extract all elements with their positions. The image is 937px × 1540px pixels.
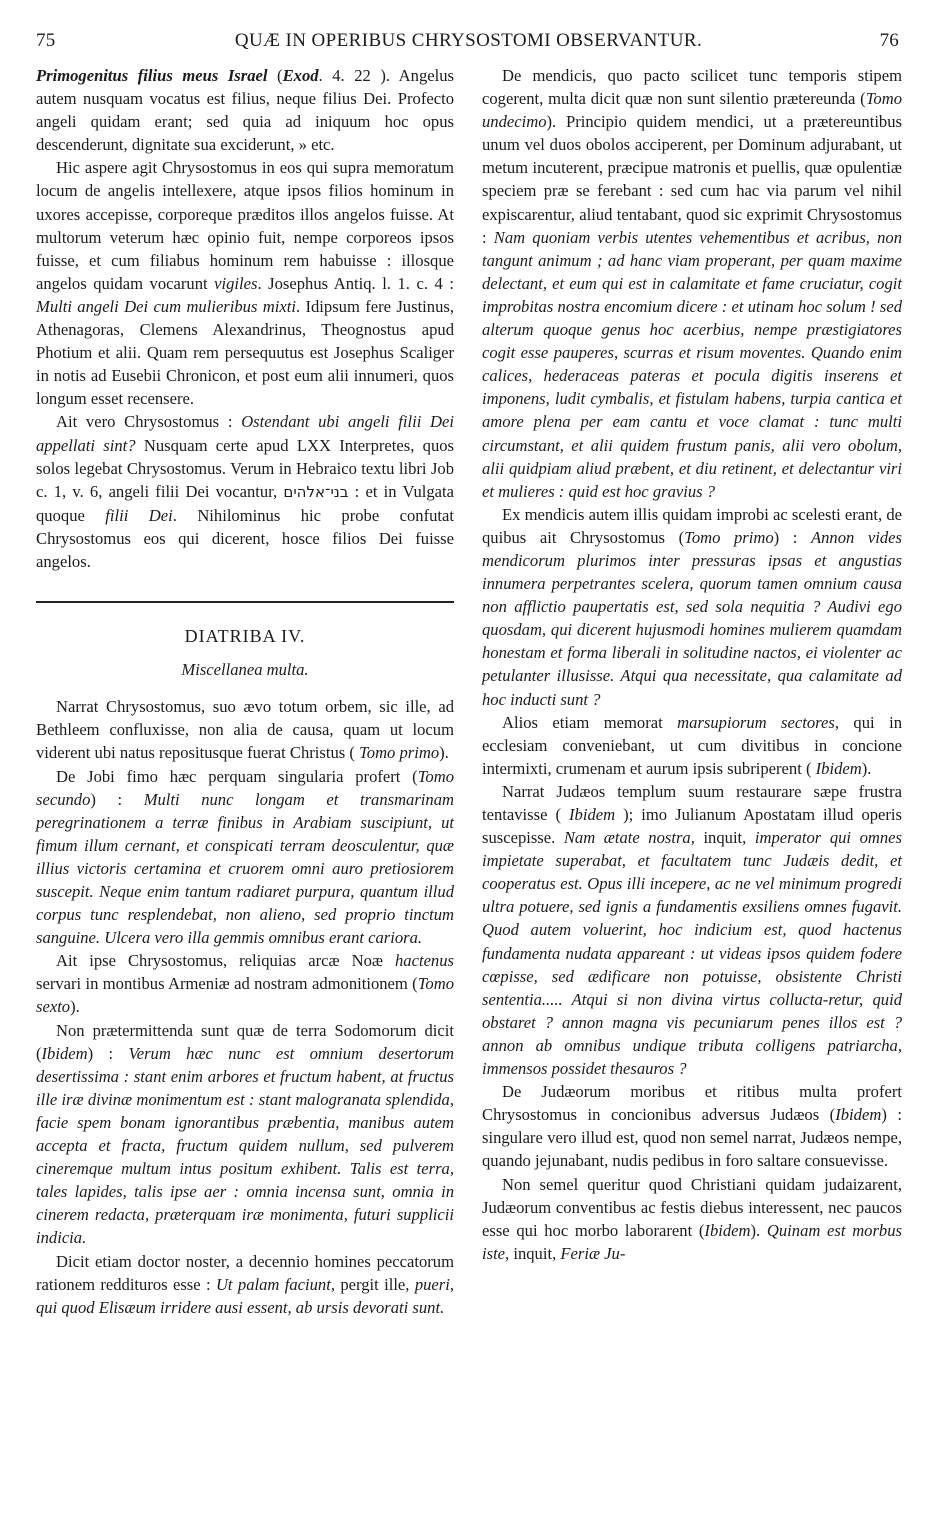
text-run: Ait ipse Chrysostomus, reliquias arcæ Noæ [56,951,395,971]
text-run: De Judæorum moribus et ritibus multa profert Chrysostomus in concionibus adversus Judæos ( [482,1082,902,1125]
paragraph [482,1080,902,1172]
text-run: Tomo primo [359,743,440,763]
text-run: Ibidem [815,758,862,778]
section-title: DIATRIBA IV. [184,626,306,647]
text-run: Nusquam certe apud LXX Interpretes, quos solos legebat Chrysostomus. Verum in Hebraico textu libri Job c. 1, v. 6, angeli filii Dei vocantur, [36,435,455,501]
paragraph [36,410,454,573]
text-run: ) : [773,527,811,547]
text-run: Tomo primo [684,527,774,547]
text-run: ). [70,997,80,1017]
text-run: ). Principio quidem mendici, ut a prætereuntibus unum vel duos obolos acciperent, per Dominum adjurabant, ut metum incuterent, præcipue matronis et puellis, quæ opulentiæ speciem præ se ferebant : sed cum hac via parum vel nihil expiscarentur, aliud tentabant, quod sic exprimit Chrysostomus : [482,112,902,247]
text-run: Ut palam faciunt, [215,1274,341,1294]
text-run: ). [439,743,449,763]
paragraph [482,780,902,1080]
text-run: De mendicis, quo pacto scilicet tunc temporis stipem cogerent, multa dicit quæ non sunt silentio prætereunda ( [482,66,902,109]
text-run: Ostendant ubi angeli filii Dei appellati sint? [36,412,454,455]
text-run: Nam ætate nostra, [563,828,704,848]
text-run: pergit ille, [340,1274,415,1294]
text-run: Ex mendicis autem illis quidam improbi ac scelesti erant, de quibus ait Chrysostomus ( [482,504,902,547]
text-run: Dicit etiam doctor noster, a decennio homines peccatorum rationem reddituros esse : [36,1251,454,1294]
text-run: Multi nunc longam et transmarinam peregrinationem a terræ finibus in Arabiam suscipiunt, ut fimum illum cernant, et conspicati terram deosculentur, quæ illius victoris certamina et cruorem omni auro pretiosiorem suscepit. Neque enim tantum radiaret purpura, quantum illud corpus tunc resplendebat, non alieno, sed proprio tinctum sanguine. Ulcera vero illa gemmis omnibus erant cariora. [36,789,454,948]
paragraph [36,64,454,156]
text-run: servari in montibus Armeniæ ad nostram admonitionem ( [36,974,418,994]
text-run: . 4. 22 ). Angelus autem nusquam vocatus est filius, neque filius Dei. Profecto angeli quidam erant; sed quia ad iniquum hoc opus descenderunt, dignitate sua exciderunt, » etc. [36,66,454,155]
page-number-left: 75 [36,30,56,51]
section-divider [36,601,454,603]
text-run: . Nihilominus hic probe confutat Chrysostomus eos qui dicerent, hosce filios Dei fuisse angelos. [36,505,454,571]
text-run: De Jobi fimo hæc perquam singularia profert ( [56,766,418,786]
text-run: filii Dei [105,505,173,525]
text-run: Alios etiam memorat [502,712,678,732]
running-header [30,30,907,60]
text-run: Multi angeli Dei cum mulieribus mixti [36,296,296,316]
text-run: inquit, [513,1243,561,1263]
paragraph [482,1173,902,1265]
text-run: ( [267,66,283,85]
text-run: Exod [282,66,319,85]
page-number-right: 76 [879,30,899,51]
text-run: Tomo secundo [36,766,454,809]
paragraph [482,711,902,780]
text-run: hactenus [395,951,454,971]
hebrew-text: בני־אלהים [283,482,349,501]
text-run: Primogenitus filius meus Israel [36,66,268,85]
text-run: ). [861,758,872,778]
left-column [36,64,454,1319]
text-run: Tomo undecimo [482,89,902,132]
running-head-title: QUÆ IN OPERIBUS CHRYSOSTOMI OBSERVANTUR. [234,30,703,51]
text-run: Ibidem [704,1220,751,1240]
text-run: Ibidem [835,1105,882,1125]
text-run: imperator qui omnes impietate superabat, et facultatem tunc Judæis dedit, et cooperatus est. Opus illi incepere, ac ne vel minimum progredi ultra potuere, sed ignis a fundamentis exsiliens omnes fugavit. Quod autem voluerint, hoc indicium est, quod hactenus fundamenta nudata appareant : ut videas ipsos quidem fodere cœpisse, sed ædificare non potuisse, obsistente Christi sententia..... Atqui si non divina virtus collucta-retur, quid obstaret ? annon magna vis pecuniarum penes illos est ? annon ab omnibus undique tributa colligens patriarcha, immensos possidet thesauros ? [482,828,903,1079]
text-run: vigiles [214,273,258,293]
text-run: , qui in ecclesiam conveniebant, ut cum divitibus in concione intermixti, crumenam et aurum ipsis subriperent ( [482,712,902,778]
text-run: ). [750,1220,767,1240]
paragraph [36,765,454,950]
text-run: Feriæ Ju- [560,1243,626,1263]
text-run: Annon vides mendicorum plurimos inter pressuras ipsas et angustias innumera perpetrantes scelera, quorum tamen omnium causa non afflictio paupertatis est, sed sola nequitia ? Audivi ego quosdam, qui dicerent hujusmodi homines mulierem quamdam honestam et forma liberali in solitudine nactos, ei violenter ac petulanter illusisse. Atqui qua necessitate, qua calamitate ad hoc inducti sunt ? [482,527,902,709]
paragraph [36,949,454,1018]
paragraph [36,1019,454,1250]
right-column [482,64,902,1265]
paragraph [482,64,902,503]
text-run: Non semel queritur quod Christiani quidam judaizarent, Judæorum conventibus ac festis diebus interessent, nec paucos esse qui hoc morbo laborarent ( [482,1174,902,1240]
paragraph [36,695,454,764]
text-run: ); imo Julianum Apostatam illud operis suscepisse. [482,805,902,848]
text-run: Nam quoniam verbis utentes vehementibus et acribus, non tangunt animum ; ad hanc viam properant, per quam maxime delectant, et eum qui est in calamitate et fame cruciatur, cogit improbitas nostra encomium dicere : et utinam hoc solum ! sed alterum quoque genus hoc acerbius, nempe præstigiatores cogit esse pauperes, scurras et risum moventes. Quando enim calices, hederaceas pateras et pocula digitis inserens et imponens, ludit cymbalis, et fistulam habens, turpia cantica et amore plena per eam cantu et voce clamat : tunc multi circumstant, et alii quidem frustum panis, alii vero obolum, alii quidpiam aliud præbent, et diu retinent, et delectantur viri et mulieres : quid est hoc gravius ? [482,227,902,501]
text-run: marsupiorum sectores [677,712,835,732]
text-run: ) : [90,789,144,809]
text-run: : et in Vulgata quoque [36,481,455,525]
section-subtitle: Miscellanea multa. [181,660,309,680]
text-run: Non prætermittenda sunt quæ de terra Sodomorum dicit ( [36,1020,454,1063]
text-run: Narrat Chrysostomus, suo ævo totum orbem, sic ille, ad Bethleem confluxisse, non alia de causa, quam ut locum viderent ubi natus repositusque fuerat Christus ( [36,697,454,763]
text-run: ) : singulare vero illud est, quod non semel narrat, Judæos nempe, quando jejunabant, nudis pedibus in foro saltare consuevisse. [482,1105,902,1171]
text-run: inquit, [703,828,755,848]
text-run: Ait vero Chrysostomus : [56,412,242,432]
text-run: Narrat Judæos templum suum restaurare sæpe frustra tentavisse ( [482,781,902,824]
paragraph [36,156,454,410]
text-run: Verum hæc nunc est omnium desertorum desertissima : stant enim arbores et fructum habent, at fructus ille iræ divinæ monimentum est : stant malogranata splendida, facie spem bonam ignorantibus præbentia, manibus autem accepta et fracta, fructum quidem nullum, sed pulverem cineremque multum intus positum exhibent. Talis est terra, tales lapides, talis ipse aer : omnia incensa sunt, omnia in cinerem redacta, præterquam iræ monimenta, futuri supplicii indicia. [36,1043,454,1248]
text-run: . Idipsum fere Justinus, Athenagoras, Clemens Alexandrinus, Theognostus apud Photium et alii. Quam rem persequutus est Josephus Scaliger in notis ad Eusebii Chronicon, et post eum alii innumeri, quos longum esset recensere. [36,296,454,409]
text-run: Ibidem [41,1043,88,1063]
paragraph [482,503,902,711]
text-run: ) : [87,1043,129,1063]
text-run: Ibidem [569,805,616,824]
text-run: Quinam est morbus iste, [482,1220,902,1263]
text-run: . Josephus Antiq. l. 1. c. 4 : [257,273,454,293]
text-run: pueri, qui quod Elisæum irridere ausi essent, ab ursis devorati sunt. [36,1274,454,1317]
text-run: Hic aspere agit Chrysostomus in eos qui supra memoratum locum de angelis intellexere, atque ipsos filios hominum in uxores accepisse, corporeque præditos illos angelos fuisse. At multorum veterum hæc opinio fuit, nempe corporeos ipsos fuisse, et cum filiabus hominum rem habuisse : illosque angelos quidam vocarunt [36,158,454,293]
text-run: Tomo sexto [36,974,454,1017]
paragraph [36,1250,454,1319]
